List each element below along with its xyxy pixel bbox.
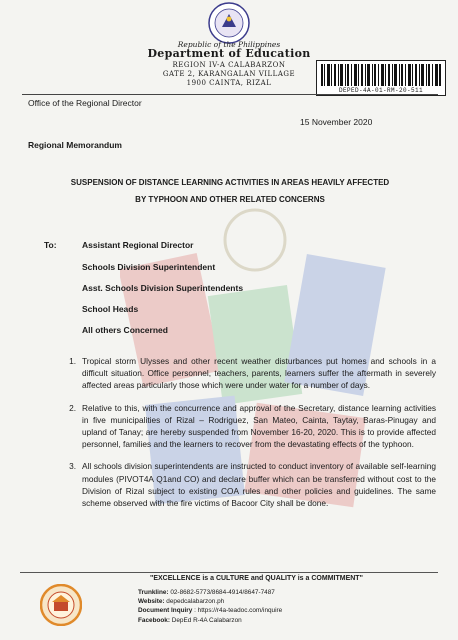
republic-line: Republic of the Philippines bbox=[177, 40, 281, 49]
memo-subject bbox=[40, 174, 420, 208]
barcode-box bbox=[316, 60, 446, 96]
recipient: Assistant Regional Director bbox=[82, 240, 194, 250]
website-row bbox=[138, 597, 282, 606]
region-line: REGION IV-A CALABARZON bbox=[172, 61, 286, 69]
recipient: All others Concerned bbox=[82, 325, 168, 335]
memo-date: 15 November 2020 bbox=[300, 117, 373, 127]
department-name: Department of Education bbox=[147, 47, 311, 60]
footer-divider bbox=[20, 572, 438, 573]
header-divider bbox=[22, 94, 438, 95]
website-label: Website: bbox=[138, 598, 165, 606]
regional-office-logo bbox=[40, 584, 82, 626]
footer-contacts bbox=[138, 588, 282, 625]
footer-slogan: "EXCELLENCE is a CULTURE and QUALITY is a COMMITMENT" bbox=[150, 575, 363, 582]
facebook-label: Facebook: bbox=[138, 616, 170, 624]
barcode-graphic bbox=[321, 64, 441, 86]
trunkline-value: 02-8682-5773/8684-4914/8647-7487 bbox=[170, 589, 275, 596]
paragraph-text: All schools division superintendents are instructed to conduct inventory of available self-learning modules (PIVOT4A Q1and CO) and declare buffer which can be transferred without cost to the Division of Rizal subject to existing COA rules and other policies and guidelines. The same scheme observed with the fire victims of Bacoor City shall be done. bbox=[82, 461, 436, 509]
facebook-link[interactable]: DepEd R-4A Calabarzon bbox=[171, 616, 242, 624]
memo-paragraphs bbox=[40, 355, 436, 519]
trunkline-label: Trunkline: bbox=[138, 589, 169, 596]
recipient: Schools Division Superintendent bbox=[82, 262, 216, 272]
paragraph-item bbox=[40, 402, 436, 451]
address-line-1: GATE 2, KARANGALAN VILLAGE bbox=[162, 70, 296, 78]
inquiry-row bbox=[138, 606, 282, 615]
paragraph-text: Tropical storm Ulysses and other recent weather disturbances put homes and schools in a difficult situation. Office personnel, teachers, parents, learners suffer the aftermath in severely affected areas particularly those which were under water for a number of days. bbox=[82, 356, 436, 391]
inquiry-label: Document Inquiry bbox=[138, 607, 193, 615]
memo-type: Regional Memorandum bbox=[28, 140, 122, 150]
to-label: To: bbox=[44, 240, 57, 250]
paragraph-number: 1. bbox=[69, 356, 76, 366]
deped-seal-logo bbox=[206, 2, 252, 44]
address-line-2: 1900 CAINTA, RIZAL bbox=[186, 79, 272, 87]
paragraph-number: 2. bbox=[69, 402, 76, 413]
inquiry-link[interactable]: : https://r4a-teadoc.com/inquire bbox=[194, 607, 283, 615]
paragraph-item bbox=[40, 460, 436, 509]
subject-line-1: SUSPENSION OF DISTANCE LEARNING ACTIVITIES IN AREAS HEAVILY AFFECTED bbox=[70, 178, 390, 187]
subject-line-2: BY TYPHOON AND OTHER RELATED CONCERNS bbox=[135, 195, 325, 204]
barcode-number: DEPED-4A-01-RM-20-511 bbox=[338, 87, 423, 94]
paragraph-number: 3. bbox=[69, 461, 76, 472]
facebook-row bbox=[138, 616, 282, 625]
recipient: Asst. Schools Division Superintendents bbox=[82, 283, 244, 293]
trunkline-row bbox=[138, 588, 282, 597]
paragraph-item bbox=[40, 355, 436, 392]
recipient: School Heads bbox=[82, 304, 139, 314]
paragraph-text: Relative to this, with the concurrence and approval of the Secretary, distance learning activities in five municipalities of Rizal – Rodriguez, San Mateo, Cainta, Taytay, Baras-Pinugay and upland of Tanay; are hereby suspended from November 16-20, 2020. This is to provide affected personnel, families and the learners to recover from the devastating effects of the typhoon. bbox=[82, 402, 436, 450]
office-line: Office of the Regional Director bbox=[28, 98, 142, 108]
website-link[interactable]: depedcalabarzon.ph bbox=[166, 598, 225, 606]
